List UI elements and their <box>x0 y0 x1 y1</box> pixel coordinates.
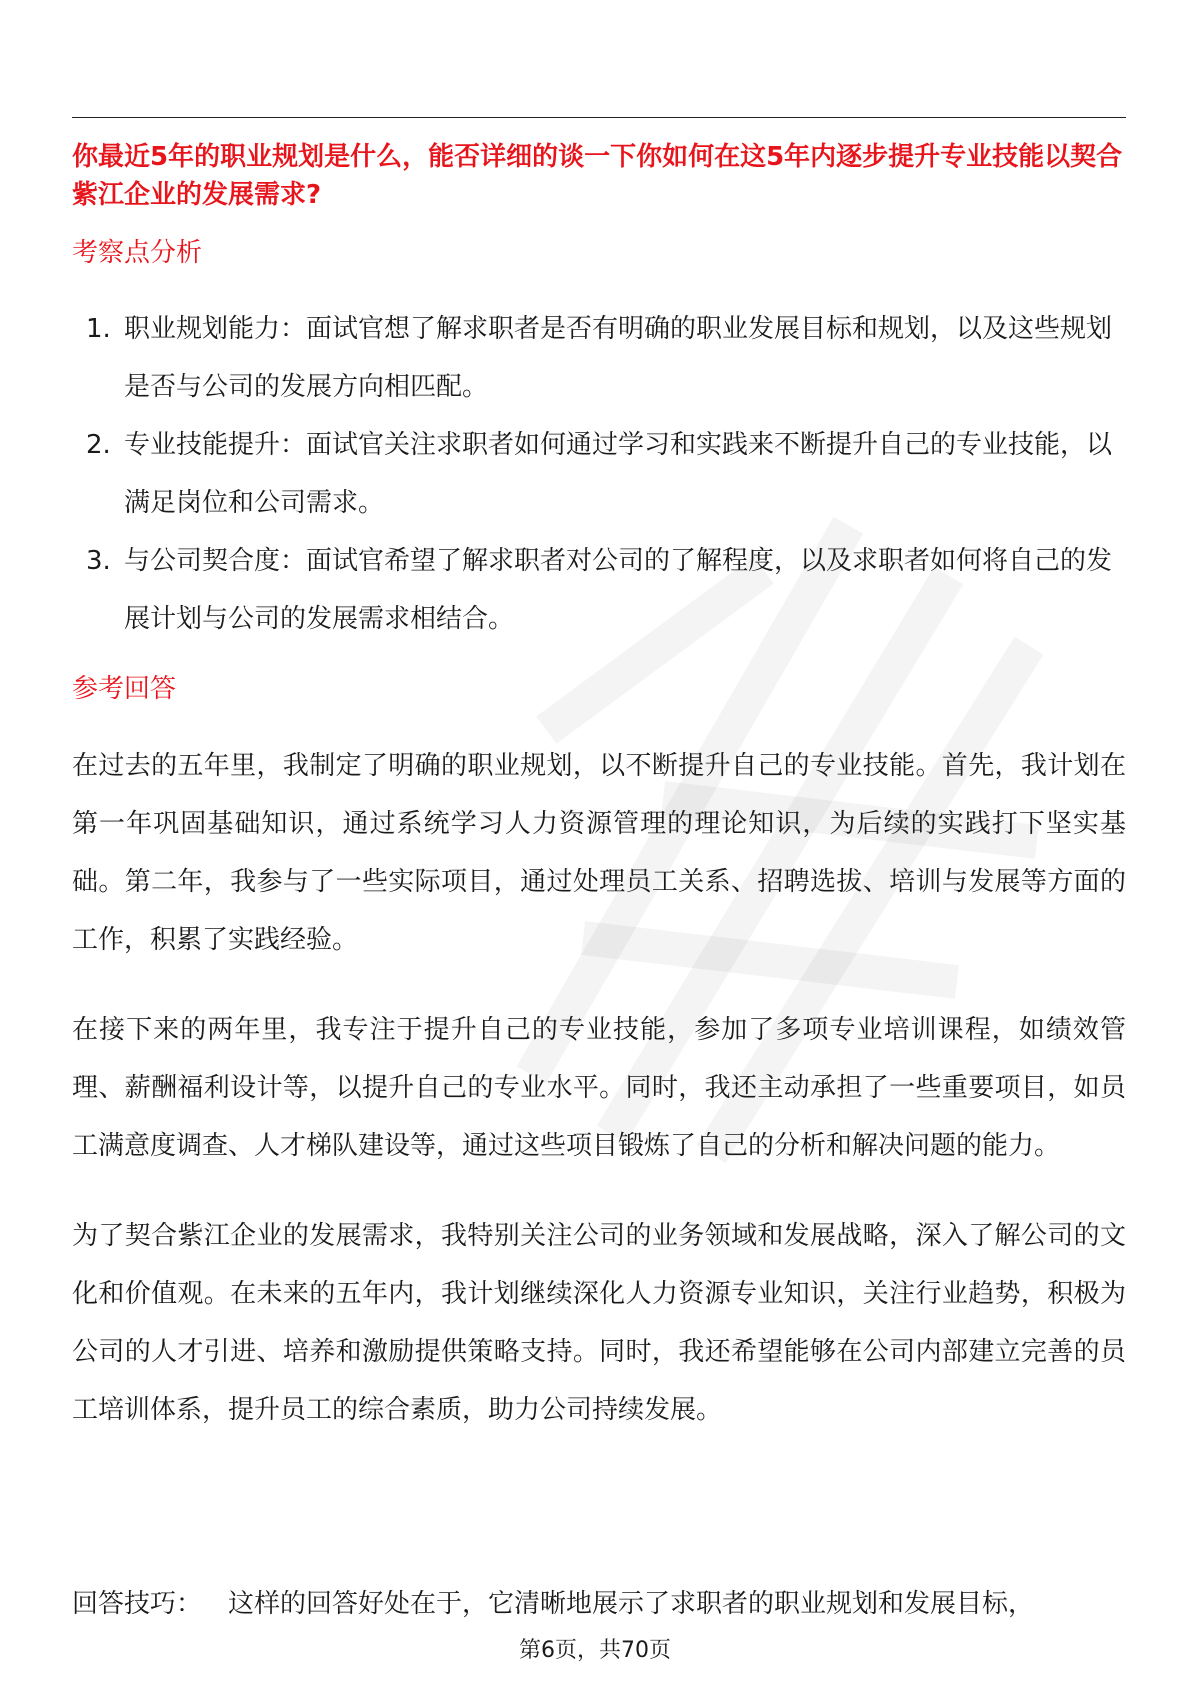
analysis-list <box>72 300 1126 648</box>
page-number: 第6页，共70页 <box>519 1638 671 1663</box>
point-text: 与公司契合度：面试官希望了解求职者对公司的了解程度，以及求职者如何将自己的发展计划与公司的发展需求相结合。 <box>124 546 1113 634</box>
analysis-point <box>72 300 1126 416</box>
top-divider <box>72 117 1126 118</box>
tip-label: 回答技巧： <box>72 1589 203 1619</box>
answer-tip <box>72 1586 1126 1622</box>
answer-paragraph: 在过去的五年里，我制定了明确的职业规划，以不断提升自己的专业技能。首先，我计划在第一年巩固基础知识，通过系统学习人力资源管理的理论知识，为后续的实践打下坚实基础。第二年，我参与了一些实际项目，通过处理员工关系、招聘选拔、培训与发展等方面的工作，积累了实践经验。 <box>72 751 1126 955</box>
answer-paragraph: 在接下来的两年里，我专注于提升自己的专业技能，参加了多项专业培训课程，如绩效管理、薪酬福利设计等，以提升自己的专业水平。同时，我还主动承担了一些重要项目，如员工满意度调查、人才梯队建设等，通过这些项目锻炼了自己的分析和解决问题的能力。 <box>72 1015 1126 1161</box>
answer-paragraph: 为了契合紫江企业的发展需求，我特别关注公司的业务领域和发展战略，深入了解公司的文化和价值观。在未来的五年内，我计划继续深化人力资源专业知识，关注行业趋势，积极为公司的人才引进、培养和激励提供策略支持。同时，我还希望能够在公司内部建立完善的员工培训体系，提升员工的综合素质，助力公司持续发展。 <box>72 1221 1126 1425</box>
point-number: 1. <box>86 314 111 344</box>
analysis-point <box>72 416 1126 532</box>
point-text: 专业技能提升：面试官关注求职者如何通过学习和实践来不断提升自己的专业技能，以满足岗位和公司需求。 <box>124 430 1113 518</box>
point-number: 3. <box>86 546 111 576</box>
analysis-point <box>72 532 1126 648</box>
answer-heading: 参考回答 <box>72 674 177 704</box>
answer-body <box>72 737 1126 1471</box>
tip-text: 这样的回答好处在于，它清晰地展示了求职者的职业规划和发展目标， <box>228 1589 1035 1619</box>
point-number: 2. <box>86 430 111 460</box>
analysis-heading: 考察点分析 <box>72 238 203 268</box>
question-title: 你最近5年的职业规划是什么，能否详细的谈一下你如何在这5年内逐步提升专业技能以契合紫江企业的发展需求? <box>72 142 1123 210</box>
point-text: 职业规划能力：面试官想了解求职者是否有明确的职业发展目标和规划，以及这些规划是否与公司的发展方向相匹配。 <box>124 314 1113 402</box>
